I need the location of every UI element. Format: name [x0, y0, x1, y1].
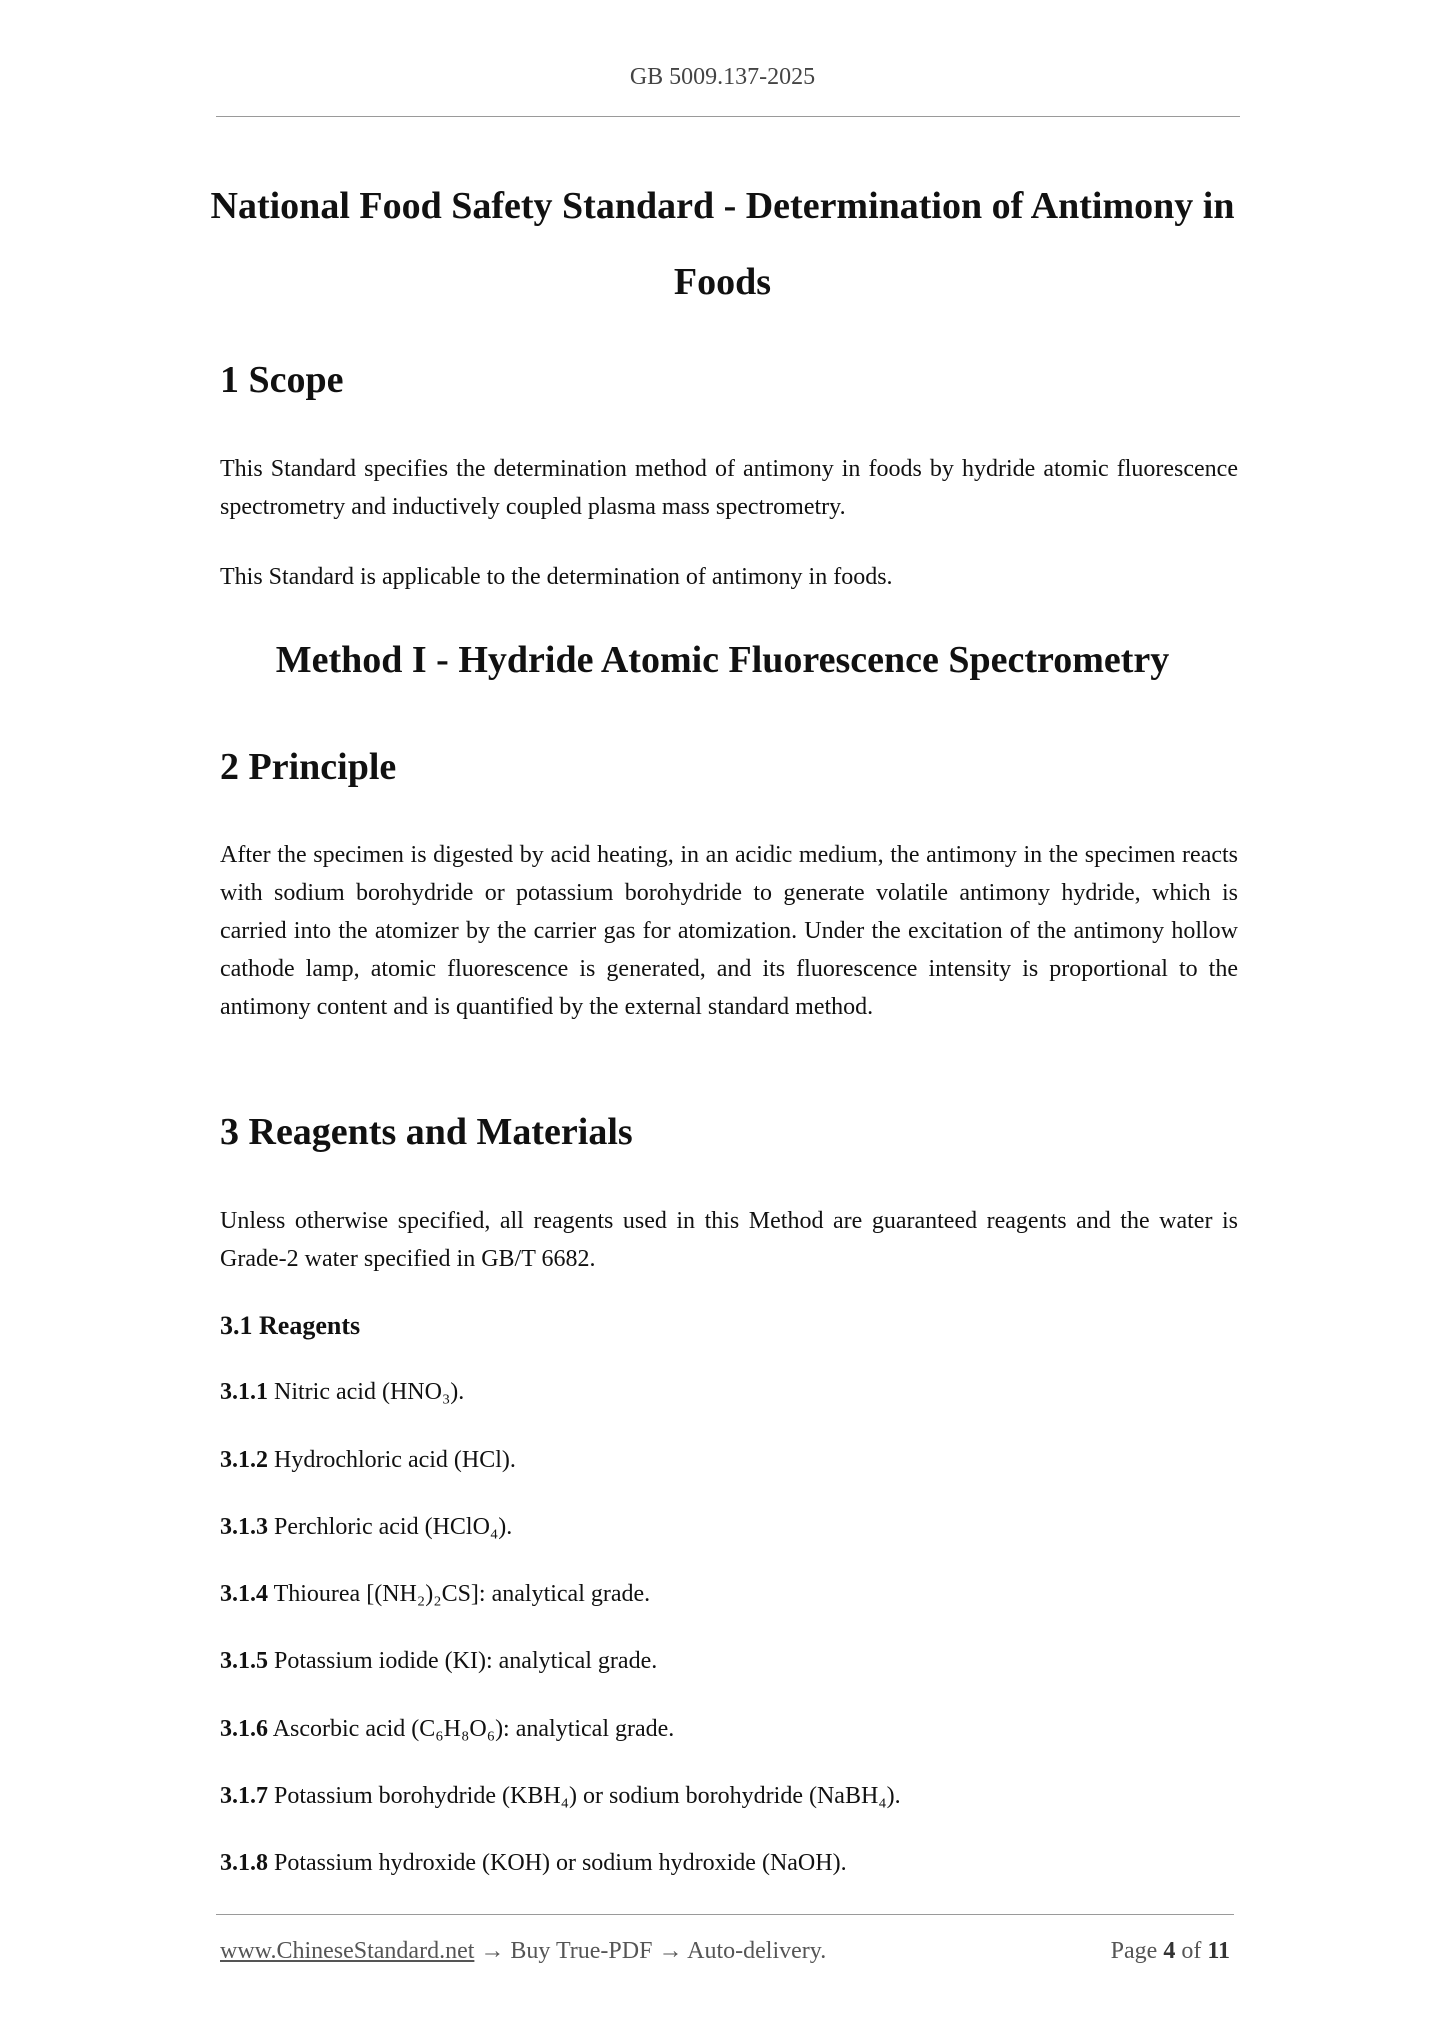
reagent-item	[220, 1514, 512, 1541]
section-heading-scope: 1 Scope	[220, 359, 344, 401]
reagent-item	[220, 1783, 901, 1810]
document-title: National Food Safety Standard - Determination of Antimony in Foods	[210, 185, 1235, 303]
reagent-text: Thiourea [(NH₂)₂CS]: analytical grade.	[273, 1581, 651, 1607]
reagent-text: Nitric acid (HNO₃).	[274, 1379, 465, 1405]
page-total: 11	[1207, 1938, 1230, 1964]
arrow-right-icon: →	[658, 1938, 683, 1964]
page-word: Page	[1110, 1938, 1158, 1964]
section-heading-principle: 2 Principle	[220, 746, 397, 788]
reagent-number: 3.1.1	[220, 1379, 268, 1405]
footer-buy-text: Buy True-PDF	[510, 1938, 653, 1964]
reagent-number: 3.1.3	[220, 1514, 268, 1540]
reagent-item	[220, 1581, 650, 1608]
reagent-item	[220, 1379, 464, 1406]
reagent-number: 3.1.8	[220, 1850, 268, 1876]
scope-paragraph-2: This Standard is applicable to the determination of antimony in foods.	[220, 564, 893, 590]
subsection-heading-reagents: 3.1 Reagents	[220, 1311, 361, 1340]
method-title: Method I - Hydride Atomic Fluorescence Spectrometry	[275, 639, 1170, 681]
website-link[interactable]: www.ChineseStandard.net	[220, 1938, 475, 1964]
principle-paragraph: After the specimen is digested by acid heating, in an acidic medium, the antimony in the specimen reacts with sodium borohydride or potassium borohydride to generate volatile antimony hydride, which is carried into the atomizer by the carrier gas for atomization. Under the excitation of the antimony hollow cathode lamp, atomic fluorescence is generated, and its fluorescence intensity is proportional to the antimony content and is quantified by the external standard method.	[220, 842, 1238, 1020]
reagent-item	[220, 1850, 847, 1877]
reagent-item	[220, 1447, 516, 1474]
of-word: of	[1181, 1938, 1202, 1964]
reagent-number: 3.1.5	[220, 1648, 268, 1674]
reagent-text: Ascorbic acid (C₆H₈O₆): analytical grade.	[272, 1716, 675, 1742]
reagent-item	[220, 1648, 657, 1675]
reagent-text: Perchloric acid (HClO₄).	[274, 1514, 513, 1540]
reagent-number: 3.1.2	[220, 1447, 268, 1473]
header-divider	[216, 116, 1240, 117]
arrow-right-icon: →	[480, 1938, 505, 1964]
page-header-standard-code: GB 5009.137-2025	[629, 64, 816, 90]
footer-divider	[216, 1914, 1234, 1915]
reagents-materials-paragraph: Unless otherwise specified, all reagents used in this Method are guaranteed reagents and the water is Grade-2 water specified in GB/T 6682.	[220, 1208, 1238, 1272]
reagent-number: 3.1.7	[220, 1783, 268, 1809]
footer-delivery-text: Auto-delivery.	[687, 1938, 827, 1964]
section-heading-reagents-materials: 3 Reagents and Materials	[220, 1111, 633, 1153]
reagent-item	[220, 1716, 674, 1743]
footer-promo	[220, 1938, 826, 1965]
page-number	[1111, 1938, 1230, 1965]
reagent-text: Potassium hydroxide (KOH) or sodium hydroxide (NaOH).	[274, 1850, 847, 1876]
reagent-number: 3.1.4	[220, 1581, 268, 1607]
scope-paragraph-1: This Standard specifies the determination method of antimony in foods by hydride atomic fluorescence spectrometry and inductively coupled plasma mass spectrometry.	[220, 456, 1238, 520]
reagent-text: Hydrochloric acid (HCl).	[274, 1447, 516, 1473]
reagent-text: Potassium borohydride (KBH₄) or sodium borohydride (NaBH₄).	[274, 1783, 901, 1809]
page-current: 4	[1163, 1938, 1176, 1964]
reagent-text: Potassium iodide (KI): analytical grade.	[274, 1648, 658, 1674]
reagent-number: 3.1.6	[220, 1716, 268, 1742]
